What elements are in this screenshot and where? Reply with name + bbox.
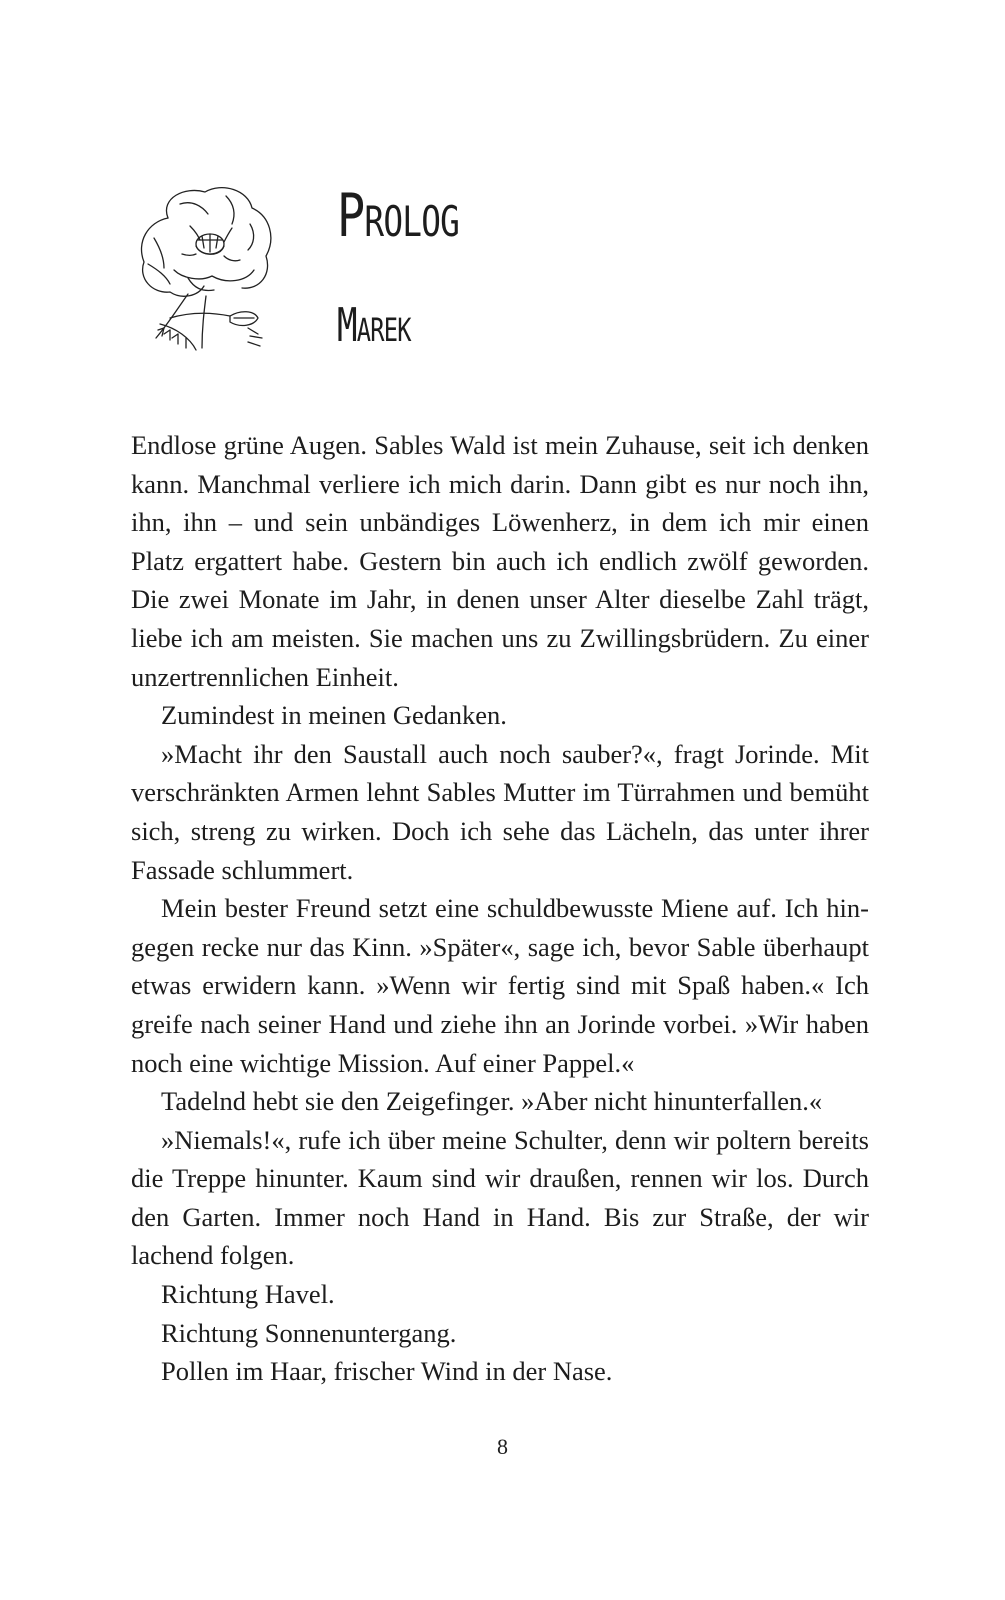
paragraph: Richtung Havel.: [161, 1279, 335, 1310]
page-number: 8: [497, 1434, 508, 1459]
paragraph: »Niemals!«, rufe ich über meine Schulter, denn wir poltern bereits die Treppe hinunter. Kaum sind wir draußen, rennen wir los. Durch den Garten. Immer noch Hand in Hand. Bis zur Straße, der wir lachend folgen.: [131, 1124, 869, 1271]
chapter-title: Prolog: [337, 181, 460, 251]
paragraph: »Macht ihr den Saustall auch noch sauber?«, fragt Jorinde. Mit verschränkten Armen lehnt Sables Mutter im Türrahmen und bemüht sich, streng zu wirken. Doch ich sehe das Lächeln, das unter ihrer Fassade schlummert.: [131, 738, 869, 885]
paragraph: Zumindest in meinen Gedanken.: [161, 700, 507, 731]
chapter-subtitle: Marek: [337, 298, 411, 352]
poppy-flower-icon: [130, 178, 280, 358]
paragraph: Tadelnd hebt sie den Zeigefinger. »Aber nicht hinunterfallen.«: [161, 1086, 823, 1117]
paragraph: Pollen im Haar, frischer Wind in der Nase.: [161, 1356, 613, 1387]
chapter-body: [131, 426, 869, 1391]
paragraph: Richtung Sonnenuntergang.: [161, 1317, 457, 1348]
paragraph: Endlose grüne Augen. Sables Wald ist mein Zuhause, seit ich denken kann. Manchmal verliere ich mich darin. Dann gibt es nur noch ihn, ihn, ihn – und sein unbändiges Löwenherz, in dem ich mir einen Platz ergattert habe. Gestern bin auch ich endlich zwölf geworden. Die zwei Monate im Jahr, in denen unser Alter dieselbe Zahl trägt, liebe ich am meisten. Sie machen uns zu Zwillingsbrüdern. Zu einer unzertrennlichen Einheit.: [131, 430, 869, 692]
chapter-header: [130, 170, 870, 370]
paragraph: Mein bester Freund setzt eine schuldbewusste Miene auf. Ich hingegen recke nur das Kinn. »Später«, sage ich, bevor Sable überhaupt etwas erwidern kann. »Wenn wir fertig sind mit Spaß haben.« Ich greife nach seiner Hand und ziehe ihn an Jorinde vorbei. »Wir haben noch eine wichtige Mission. Auf einer Pappel.«: [131, 893, 869, 1078]
